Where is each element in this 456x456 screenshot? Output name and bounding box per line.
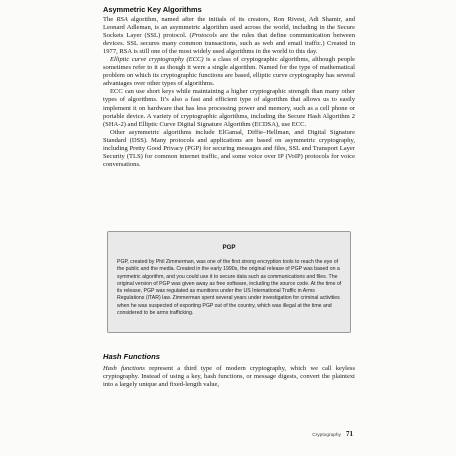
sidebar-text: PGP, created by Phil Zimmerman, was one of the first strong encryption tools to reach the eye of the public and the media. Created in the early 1990s, the original release of PGP was based on a symmetric algorithm, and you could use it to secure data such as communications and files. The original version of PGP was given away as free software, including the source code. At the time of its release, PGP was regulated as munitions under the US International Traffic in Arms Regulations (ITAR) law. Zimmerman spent several years under investigation for criminal activities when he was suspected of exporting PGP out of the country, which was illegal at the time and considered to be arms trafficking. — [117, 259, 342, 317]
section-heading-asymmetric: Asymmetric Key Algorithms — [103, 5, 202, 14]
paragraph-ecc-keys: ECC can use short keys while maintaining a higher cryptographic strength than many other types of algorithms. It’s also a fast and efficient type of algorithm that allows us to easily implement it on hardware that has less processing power and memory, such as a cell phone or portable device. A variety of cryptographic algorithms, including the Secure Hash Algorithm 2 (SHA-2) and Elliptic Curve Digital Signature Algorithm (ECDSA), use ECC. — [103, 88, 355, 128]
sidebar-title: PGP — [222, 244, 236, 251]
paragraph-other-algorithms: Other asymmetric algorithms include ElGamal, Diffie–Hellman, and Digital Signature Standard (DSS). Many protocols and applications are based on asymmetric cryptography, including Pretty Good Privacy (PGP) for securing messages and files, SSL and Transport Layer Security (TLS) for common internet traffic, and some voice over IP (VoIP) protocols for voice conversations. — [103, 128, 355, 168]
page-number: 71 — [346, 430, 353, 438]
pgp-sidebar-box — [107, 231, 351, 333]
page-footer — [312, 430, 353, 438]
section-heading-hash: Hash Functions — [103, 352, 160, 361]
paragraph-rsa: The RSA algorithm, named after the initials of its creators, Ron Rivest, Adi Shamir, and Leonard Adleman, is an asymmetric algorithm used across the world, including in the Secure Sockets Layer (SSL) protocol. (Protocols are the rules that define communication between devices. SSL secures many common transactions, such as web and email traffic.) Created in 1977, RSA is still one of the most widely used algorithms in the world to this day. — [103, 16, 355, 56]
body-text-section2 — [103, 365, 355, 389]
paragraph-hash: Hash functions represent a third type of modern cryptography, which we call keyless cryptography. Instead of using a key, hash functions, or message digests, convert the plaintext into a largely unique and fixed-length value, — [103, 365, 355, 389]
chapter-name: Cryptography — [312, 433, 341, 438]
paragraph-ecc-intro: Elliptic curve cryptography (ECC) is a class of cryptographic algorithms, although people sometimes refer to it as though it were a single algorithm. Named for the type of mathematical problem on which its cryptographic functions are based, elliptic curve cryptography has several advantages over other types of algorithms. — [103, 56, 355, 88]
body-text-section1 — [103, 16, 355, 169]
